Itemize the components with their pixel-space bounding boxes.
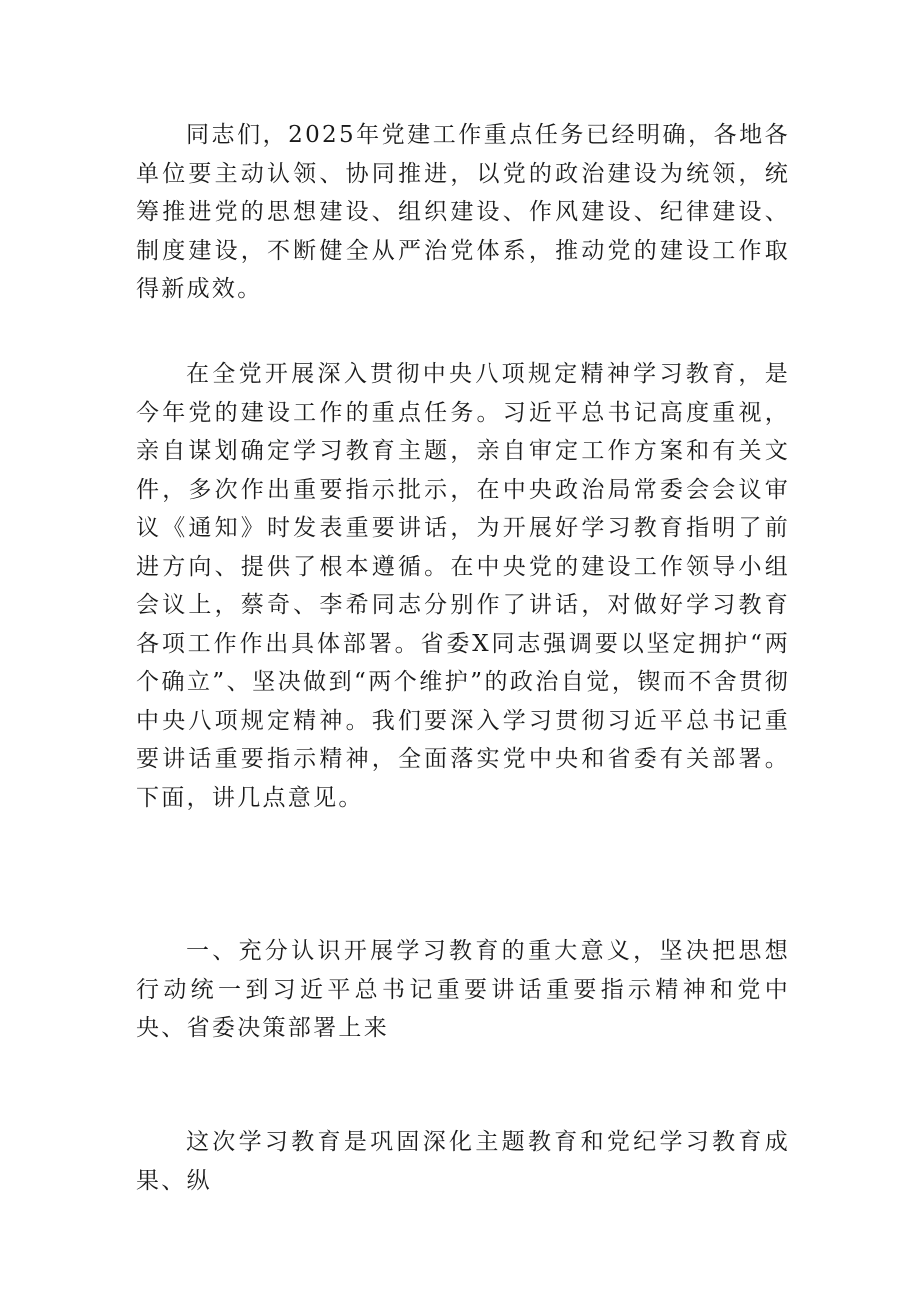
paragraph-section-one-body: 这次学习教育是巩固深化主题教育和党纪学习教育成果、纵: [136, 1129, 790, 1194]
paragraph-opening: 同志们，2025年党建工作重点任务已经明确，各地各单位要主动认领、协同推进，以党的政治建设为统领，统筹推进党的思想建设、组织建设、作风建设、纪律建设、制度建设，不断健全从严治党体系，推动党的建设工作取得新成效。: [136, 122, 790, 302]
paragraph-study-education: 在全党开展深入贯彻中央八项规定精神学习教育，是今年党的建设工作的重点任务。习近平总书记高度重视，亲自谋划确定学习教育主题，亲自审定工作方案和有关文件，多次作出重要指示批示，在中央政治局常委会会议审议《通知》时发表重要讲话，为开展好学习教育指明了前进方向、提供了根本遵循。在中央党的建设工作领导小组会议上，蔡奇、李希同志分别作了讲话，对做好学习教育各项工作作出具体部署。省委X同志强调要以坚定拥护“两个确立”、坚决做到“两个维护”的政治自觉，锲而不舍贯彻中央八项规定精神。我们要深入学习贯彻习近平总书记重要讲话重要指示精神，全面落实党中央和省委有关部署。下面，讲几点意见。: [136, 361, 790, 811]
section-heading-one: 一、充分认识开展学习教育的重大意义，坚决把思想行动统一到习近平总书记重要讲话重要指示精神和党中央、省委决策部署上来: [136, 938, 790, 1041]
